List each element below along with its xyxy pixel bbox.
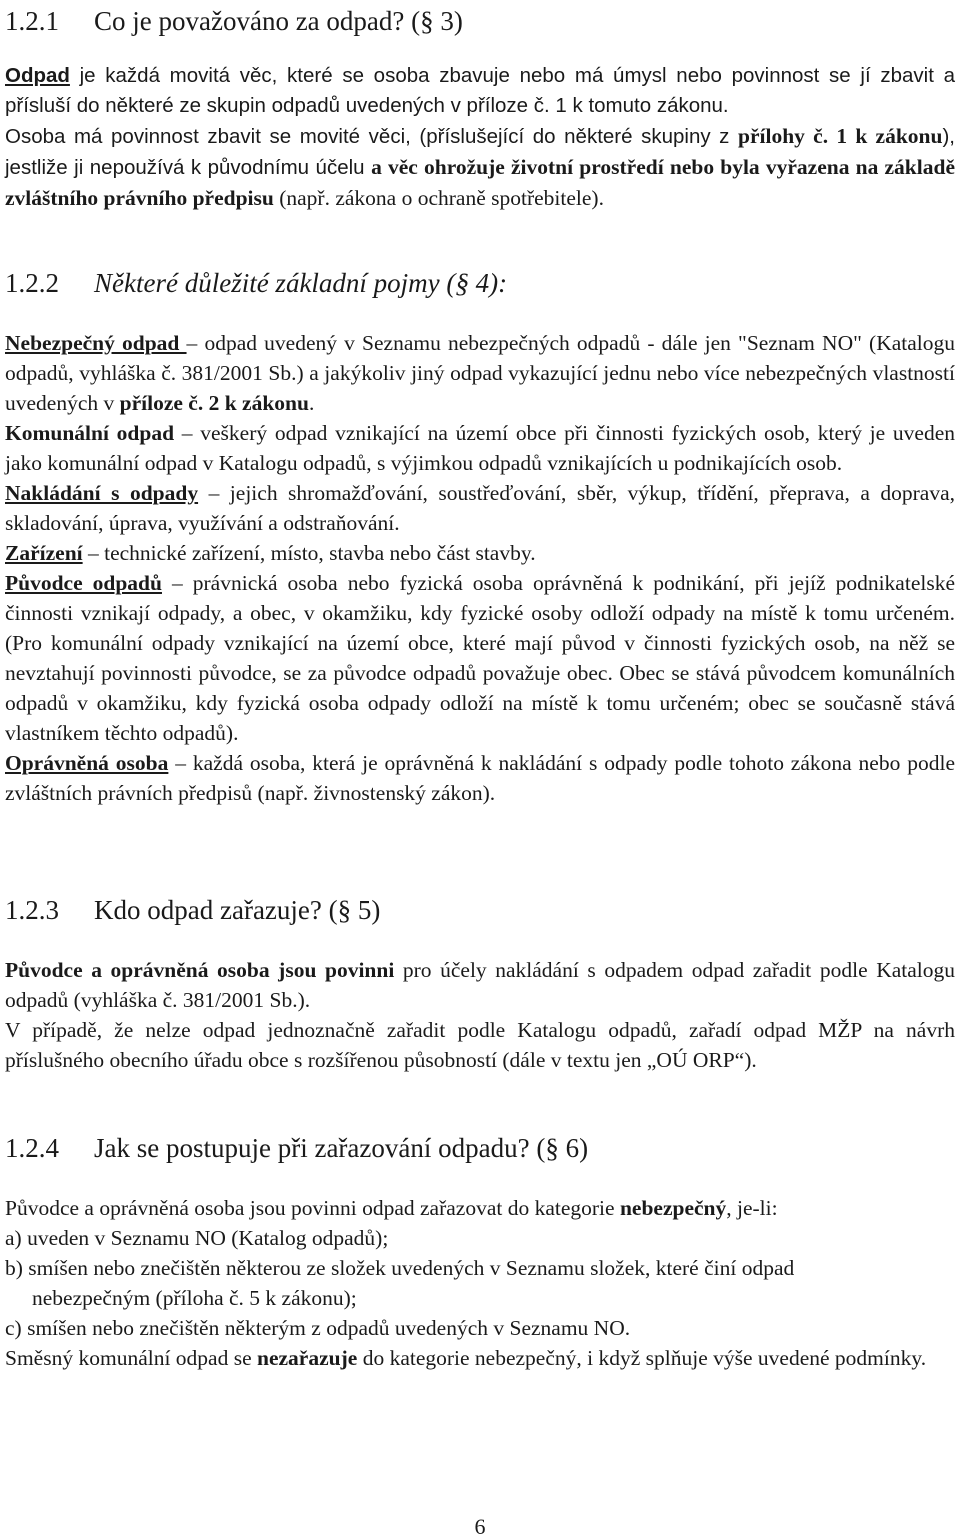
definition-nebezpecny-odpad: [5, 328, 955, 418]
bold-text: Původce a oprávněná osoba jsou povinni: [5, 958, 395, 982]
paragraph-kategorie: [5, 1193, 955, 1223]
term: Komunální odpad: [5, 421, 175, 445]
paragraph-povinnost-zaradit: [5, 955, 955, 1015]
definition-nakladani: [5, 478, 955, 538]
text: – jejich shromažďování, soustřeďování, sběr, výkup, třídění, přeprava, a doprava, skladování, úprava, využívání a odstraňování.: [5, 481, 955, 535]
term: Oprávněná osoba: [5, 751, 169, 775]
heading-1-2-1: [5, 4, 955, 38]
term: Zařízení: [5, 541, 83, 565]
term: Nebezpečný odpad: [5, 331, 187, 355]
paragraph-odpad-definition: [5, 61, 955, 121]
definition-zarizeni: [5, 538, 955, 568]
list-item-c: c) smíšen nebo znečištěn některým z odpadů uvedených v Seznamu NO.: [5, 1316, 631, 1340]
section-1-2-3-body: [5, 955, 955, 1075]
bold-text: nezařazuje: [257, 1346, 358, 1370]
bold-text: a věc ohrožuje životní prostředí nebo byla vyřazena na základě zvláštního právního předpisu: [5, 155, 955, 210]
list-item-a: a) uveden v Seznamu NO (Katalog odpadů);: [5, 1226, 389, 1250]
heading-number: 1.2.4: [5, 1133, 59, 1163]
text: do kategorie nebezpečný, i když splňuje výše uvedené podmínky.: [357, 1346, 927, 1370]
page-number: 6: [474, 1514, 486, 1539]
text: Původce a oprávněná osoba jsou povinni odpad zařazovat do kategorie: [5, 1196, 620, 1220]
text: – každá osoba, která je oprávněná k nakládání s odpady podle tohoto zákona nebo podle zvláštních právních předpisů (např. živnostenský zákon).: [5, 751, 955, 805]
text: pro účely nakládání s odpadem odpad zařadit podle Katalogu odpadů (vyhláška č. 381/2001 Sb.).: [5, 958, 955, 1012]
heading-title: Co je považováno za odpad? (§ 3): [94, 6, 463, 36]
text: – právnická osoba nebo fyzická osoba oprávněná k podnikání, při jejíž podnikatelské činnosti vznikají odpady, a obec, v okamžiku, kdy fyzické osoby odloží odpady na místě k tomu určeném. (Pro komunální odpady vznikající na území obce, které mají původ v činnosti fyzických osob, na něž se nevztahují povinnosti původce, se za původce odpadů považuje obec. Obec se stává původcem komunálních odpadů v okamžiku, kdy fyzická osoba odpady odloží na místě k tomu určeném; obec se současně stává vlastníkem těchto odpadů).: [5, 571, 955, 745]
heading-1-2-4: [5, 1131, 955, 1165]
heading-title: Jak se postupuje při zařazování odpadu? (§ 6): [94, 1133, 589, 1163]
text: , je-li:: [726, 1196, 778, 1220]
text: ), jestliže ji nepoužívá k původnímu účelu: [5, 125, 955, 179]
bold-text: příloze č. 2 k zákonu: [119, 391, 309, 415]
text: Směsný komunální odpad se: [5, 1346, 258, 1370]
paragraph-obligation: [5, 121, 955, 213]
definition-opravnena-osoba: [5, 748, 955, 808]
text: .: [308, 391, 315, 415]
heading-1-2-2: [5, 266, 955, 300]
bold-text: přílohy č. 1 k zákonu: [738, 124, 943, 148]
section-1-2-4-body: [5, 1193, 955, 1373]
definition-puvodce: [5, 568, 955, 748]
paragraph-smesny-odpad: [5, 1343, 955, 1373]
text: (např. zákona o ochraně spotřebitele).: [273, 186, 604, 210]
text: – technické zařízení, místo, stavba nebo část stavby.: [82, 541, 536, 565]
text: – veškerý odpad vznikající na území obce při činnosti fyzických osob, který je uveden jako komunální odpad v Katalogu odpadů, s výjimkou odpadů vznikajících u podnikajících osob.: [5, 421, 955, 475]
text: Osoba má povinnost zbavit se movité věci, (příslušející do některé skupiny z: [5, 125, 738, 148]
term: Nakládání s odpady: [5, 481, 199, 505]
section-1-2-1-body: [5, 61, 955, 213]
heading-title: Některé důležité základní pojmy (§ 4):: [94, 268, 508, 298]
definition-komunalni-odpad: [5, 418, 955, 478]
heading-1-2-3: [5, 893, 955, 927]
section-1-2-2-body: [5, 328, 955, 808]
heading-number: 1.2.3: [5, 895, 59, 925]
paragraph-mzp: V případě, že nelze odpad jednoznačně zařadit podle Katalogu odpadů, zařadí odpad MŽP na návrh příslušného obecního úřadu obce s rozšířenou působností (dále v textu jen „OÚ ORP“).: [5, 1018, 955, 1072]
list-item-b: b) smíšen nebo znečištěn některou ze složek uvedených v Seznamu složek, které činí odpad: [5, 1256, 795, 1280]
heading-title: Kdo odpad zařazuje? (§ 5): [94, 895, 381, 925]
heading-number: 1.2.1: [5, 6, 59, 36]
text: je každá movitá věc, které se osoba zbavuje nebo má úmysl nebo povinnost se jí zbavit a přísluší do některé ze skupin odpadů uvedených v příloze č. 1 k tomuto zákonu.: [5, 64, 955, 117]
bold-text: nebezpečný: [619, 1196, 727, 1220]
heading-number: 1.2.2: [5, 268, 59, 298]
list-item-b-continuation: nebezpečným (příloha č. 5 k zákonu);: [32, 1286, 357, 1310]
term-odpad: Odpad: [5, 64, 70, 87]
text: – odpad uvedený v Seznamu nebezpečných odpadů - dále jen "Seznam NO" (Katalogu odpadů, vyhláška č. 381/2001 Sb.) a jakýkoliv jiný odpad vykazující jednu nebo více nebezpečných vlastností uvedených v: [5, 331, 955, 415]
term: Původce odpadů: [5, 571, 162, 595]
